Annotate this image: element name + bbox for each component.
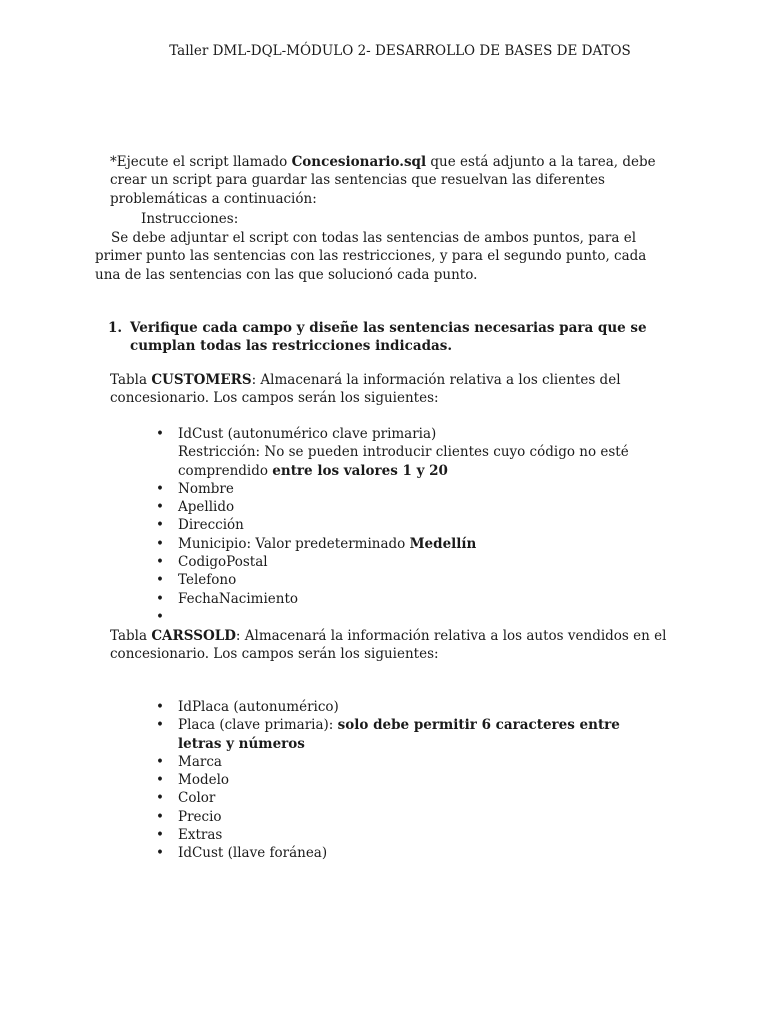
instructions-text xyxy=(95,229,665,284)
field-idcust: IdCust (autonumérico clave primaria) xyxy=(178,426,437,442)
customers-desc: : Almacenará la información relativa a los clientes del concesionario. Los campos serán los siguientes: xyxy=(110,372,621,407)
list-item: • IdPlaca (autonumérico) xyxy=(156,698,656,716)
field-restriction: Restricción: No se pueden introducir clientes cuyo código no esté comprendido xyxy=(178,444,629,479)
list-item: • Apellido xyxy=(156,498,656,516)
list-item: • Precio xyxy=(156,808,656,826)
customers-prefix: Tabla xyxy=(110,372,152,388)
list-item: • Dirección xyxy=(156,516,656,534)
list-item xyxy=(156,716,656,753)
list-item: • Color xyxy=(156,789,656,807)
carssold-field-list xyxy=(156,698,656,863)
list-item: • Modelo xyxy=(156,771,656,789)
list-item: • CodigoPostal xyxy=(156,553,656,571)
carssold-table-name: CARSSOLD xyxy=(151,628,236,644)
list-item xyxy=(156,535,656,553)
field-municipio-default: Medellín xyxy=(409,535,477,552)
customers-table-name: CUSTOMERS xyxy=(151,372,252,388)
list-item xyxy=(156,425,656,480)
customers-table-description xyxy=(110,371,670,408)
intro-prefix: *Ejecute el script llamado xyxy=(110,154,292,170)
field-placa: Placa (clave primaria): xyxy=(178,717,338,734)
carssold-desc: : Almacenará la información relativa a los autos vendidos en el concesionario. Los campos serán los siguientes: xyxy=(110,628,667,663)
instructions-body: Se debe adjuntar el script con todas las sentencias de ambos puntos, para el primer punto las sentencias con las restricciones, y para el segundo punto, cada una de las sentencias con las que solucionó cada punto. xyxy=(95,230,647,283)
list-item: • Extras xyxy=(156,826,656,844)
document-header: Taller DML-DQL-MÓDULO 2- DESARROLLO DE BASES DE DATOS xyxy=(169,43,631,59)
list-item: • Marca xyxy=(156,753,656,771)
carssold-prefix: Tabla xyxy=(110,628,152,644)
list-item xyxy=(156,608,656,626)
list-item: • Nombre xyxy=(156,480,656,498)
list-item: • IdCust (llave foránea) xyxy=(156,844,656,862)
point-1-text: Verifique cada campo y diseñe las sentencias necesarias para que se cumplan todas las restricciones indicadas. xyxy=(130,320,647,355)
field-placa-rule: solo debe permitir 6 caracteres entre letras y números xyxy=(178,717,620,752)
intro-suffix: que está adjunto a la tarea, debe crear un script para guardar las sentencias que resuelvan las diferentes problemáticas a continuación: xyxy=(110,154,656,207)
point-1-number: 1. xyxy=(108,320,123,336)
customers-field-list xyxy=(156,425,656,626)
point-1 xyxy=(108,319,668,356)
intro-paragraph xyxy=(110,153,670,208)
list-item: • FechaNacimiento xyxy=(156,590,656,608)
instructions-label: Instrucciones: xyxy=(141,211,239,227)
script-name: Concesionario.sql xyxy=(291,154,427,170)
list-item: • Telefono xyxy=(156,571,656,589)
field-municipio: Municipio: Valor predeterminado xyxy=(178,535,410,552)
field-restriction-bold: entre los valores 1 y 20 xyxy=(272,462,448,479)
carssold-table-description xyxy=(110,627,670,664)
